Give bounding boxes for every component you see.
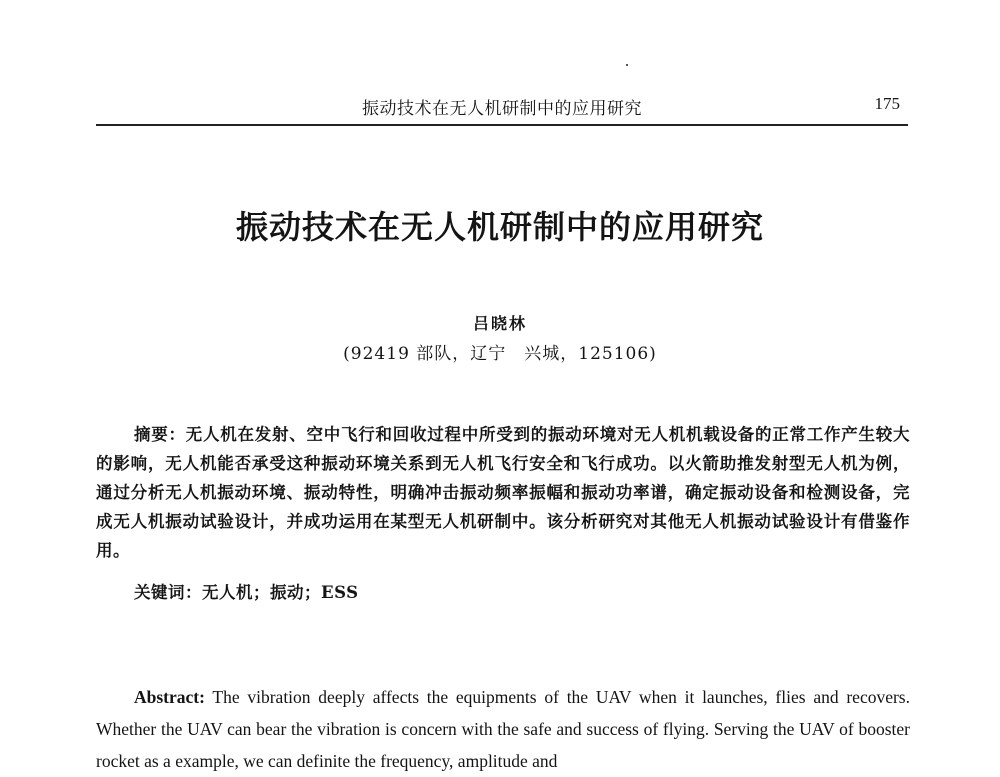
keywords-text: 无人机；振动；ESS (202, 583, 359, 602)
chinese-abstract-text: 无人机在发射、空中飞行和回收过程中所受到的振动环境对无人机机载设备的正常工作产生较大的影响，无人机能否承受这种振动环境关系到无人机飞行安全和飞行成功。以火箭助推发射型无人机为例，通过分析无人机振动环境、振动特性，明确冲击振动频率振幅和振动功率谱，确定振动设备和检测设备，完成无人机振动试验设计，并成功运用在某型无人机研制中。该分析研究对其他无人机振动试验设计有借鉴作用。 (96, 425, 910, 560)
scan-speck (626, 64, 628, 66)
english-abstract-text: The vibration deeply affects the equipments of the UAV when it launches, flies and recovers. Whether the UAV can bear the vibration is concern with the safe and success of flying. Serving the UAV of booster rocket as a example, we can definite the frequency, amplitude and (96, 687, 910, 771)
english-abstract-separator: : (199, 687, 205, 707)
author-name: 吕晓林 (472, 314, 527, 333)
chinese-abstract-label: 摘要： (134, 425, 186, 444)
running-title: 振动技术在无人机研制中的应用研究 (362, 99, 642, 119)
english-abstract-label: Abstract (134, 687, 200, 707)
paper-title: 振动技术在无人机研制中的应用研究 (235, 208, 764, 246)
chinese-abstract (96, 420, 910, 565)
page-number: 175 (874, 94, 900, 113)
chinese-keywords (134, 580, 910, 606)
keywords-label: 关键词： (134, 583, 202, 602)
author-affiliation: (92419 部队，辽宁 兴城，125106) (343, 344, 657, 364)
running-header (96, 92, 908, 126)
english-abstract (96, 681, 910, 777)
